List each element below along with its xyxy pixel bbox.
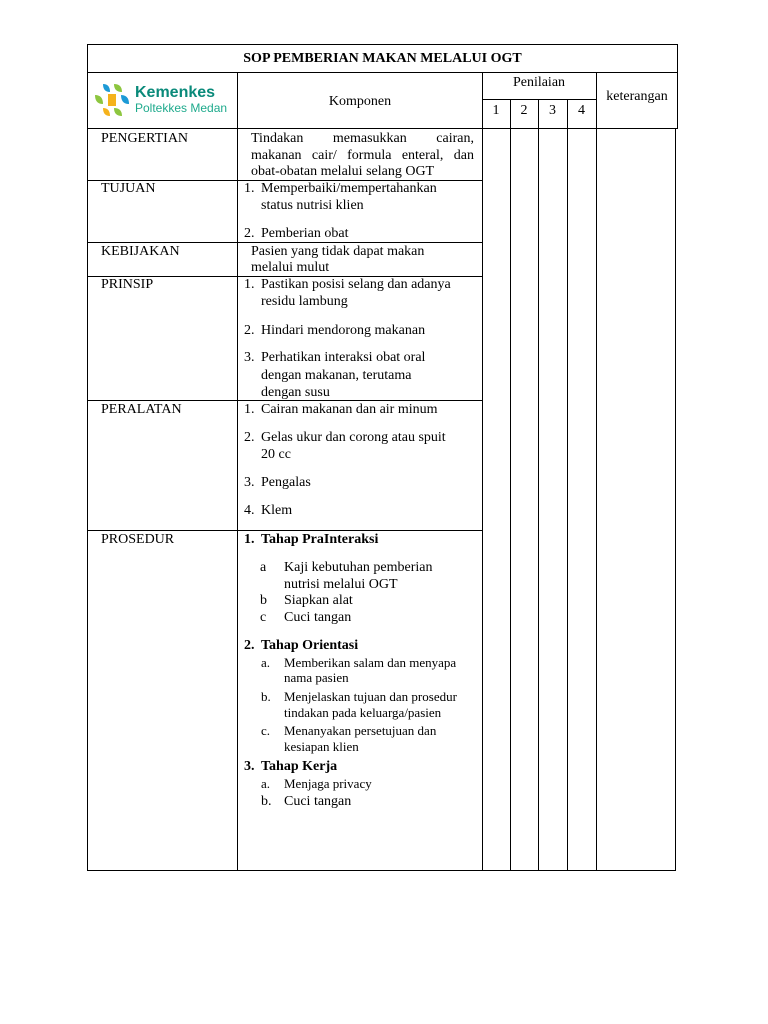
pengertian-line-1: Tindakan memasukkan cairan, [251, 131, 474, 146]
peralatan-num-3: 3. [244, 475, 255, 490]
kebijakan-line-2: melalui mulut [251, 260, 330, 275]
stage-2-letter-c: c. [261, 723, 271, 738]
tujuan-item-1-line-2: status nutrisi klien [261, 198, 364, 213]
peralatan-num-1: 1. [244, 402, 255, 417]
prinsip-item-3-line-1: Perhatikan interaksi obat oral [261, 350, 426, 365]
stage-3-letter-a: a. [261, 776, 271, 791]
stage-2-item-a-line-1: Memberikan salam dan menyapa [284, 655, 457, 670]
stage-1-num: 1. [244, 532, 255, 547]
header-penilaian: Penilaian [512, 75, 566, 90]
header-score-4: 4 [578, 103, 585, 118]
col-sep-komponen [237, 72, 238, 871]
header-komponen: Komponen [328, 94, 392, 109]
pengertian-line-2: makanan cair/ formula enteral, dan [251, 148, 474, 163]
stage-1-item-a-line-1: Kaji kebutuhan pemberian [284, 560, 433, 575]
tujuan-num-2: 2. [244, 226, 255, 241]
label-kebijakan: KEBIJAKAN [101, 244, 180, 259]
penilaian-separator [482, 99, 596, 100]
label-peralatan: PERALATAN [101, 402, 182, 417]
logo-text-poltekkes: Poltekkes Medan [135, 101, 228, 115]
stage-2-item-b-line-1: Menjelaskan tujuan dan prosedur [284, 689, 457, 704]
kebijakan-line-1: Pasien yang tidak dapat makan [251, 244, 425, 259]
col-sep-score-2 [510, 99, 511, 871]
pengertian-line-3: obat-obatan melalui selang OGT [251, 164, 435, 179]
label-tujuan: TUJUAN [101, 181, 156, 196]
header-keterangan: keterangan [606, 89, 668, 104]
header-score-3: 3 [549, 103, 556, 118]
stage-2-item-a-line-2: nama pasien [284, 670, 349, 685]
prinsip-num-1: 1. [244, 277, 255, 292]
label-pengertian: PENGERTIAN [101, 131, 189, 146]
stage-1-item-a-line-2: nutrisi melalui OGT [284, 577, 398, 592]
header-score-1: 1 [492, 103, 500, 118]
stage-3-letter-b: b. [261, 794, 272, 809]
prinsip-num-2: 2. [244, 323, 255, 338]
label-prosedur: PROSEDUR [101, 532, 175, 547]
col-sep-penilaian [482, 72, 483, 871]
kemenkes-logo [93, 82, 233, 118]
prinsip-item-1-line-1: Pastikan posisi selang dan adanya [261, 277, 451, 292]
stage-2-letter-a: a. [261, 655, 271, 670]
peralatan-item-4-line-1: Klem [261, 503, 293, 518]
peralatan-num-4: 4. [244, 503, 255, 518]
stage-3-title: Tahap Kerja [261, 759, 338, 774]
logo-text-kemenkes: Kemenkes [135, 84, 216, 101]
peralatan-item-2-line-2: 20 cc [261, 447, 291, 462]
peralatan-num-2: 2. [244, 430, 255, 445]
stage-3-item-a-line-1: Menjaga privacy [284, 776, 372, 791]
logo-mark-icon [93, 82, 131, 118]
stage-1-item-b-line-1: Siapkan alat [284, 593, 353, 608]
document-title: SOP PEMBERIAN MAKAN MELALUI OGT [243, 51, 522, 66]
col-sep-score-3 [538, 99, 539, 871]
prinsip-item-3-line-2: dengan makanan, terutama [261, 368, 412, 383]
border-bottom [87, 870, 676, 871]
stage-1-letter-c: c [260, 610, 267, 625]
header-bottom [87, 128, 678, 129]
prinsip-item-1-line-2: residu lambung [261, 294, 348, 309]
title-separator [87, 72, 678, 73]
peralatan-item-2-line-1: Gelas ukur dan corong atau spuit [261, 430, 446, 445]
tujuan-item-1-line-1: Memperbaiki/mempertahankan [261, 181, 437, 196]
stage-2-num: 2. [244, 638, 255, 653]
col-sep-score-4 [567, 99, 568, 871]
border-left [87, 44, 88, 871]
peralatan-item-3-line-1: Pengalas [261, 475, 311, 490]
tujuan-item-2-line-1: Pemberian obat [261, 226, 349, 241]
prinsip-item-2-line-1: Hindari mendorong makanan [261, 323, 426, 338]
stage-2-item-c-line-2: kesiapan klien [284, 739, 359, 754]
label-prinsip: PRINSIP [101, 277, 154, 292]
stage-1-title: Tahap PraInteraksi [261, 532, 379, 547]
border-top [87, 44, 678, 45]
stage-3-num: 3. [244, 759, 255, 774]
col-sep-keterangan [596, 72, 597, 871]
stage-1-item-c-line-1: Cuci tangan [284, 610, 352, 625]
stage-1-letter-b: b [260, 593, 267, 608]
stage-2-item-b-line-2: tindakan pada keluarga/pasien [284, 705, 442, 720]
tujuan-num-1: 1. [244, 181, 255, 196]
stage-3-item-b-line-1: Cuci tangan [284, 794, 352, 809]
stage-2-title: Tahap Orientasi [261, 638, 359, 653]
stage-1-letter-a: a [260, 560, 267, 575]
stage-2-letter-b: b. [261, 689, 271, 704]
prinsip-num-3: 3. [244, 350, 255, 365]
peralatan-item-1-line-1: Cairan makanan dan air minum [261, 402, 438, 417]
border-right [675, 128, 676, 871]
stage-2-item-c-line-1: Menanyakan persetujuan dan [284, 723, 437, 738]
header-score-2: 2 [520, 103, 528, 118]
prinsip-item-3-line-3: dengan susu [261, 385, 330, 400]
